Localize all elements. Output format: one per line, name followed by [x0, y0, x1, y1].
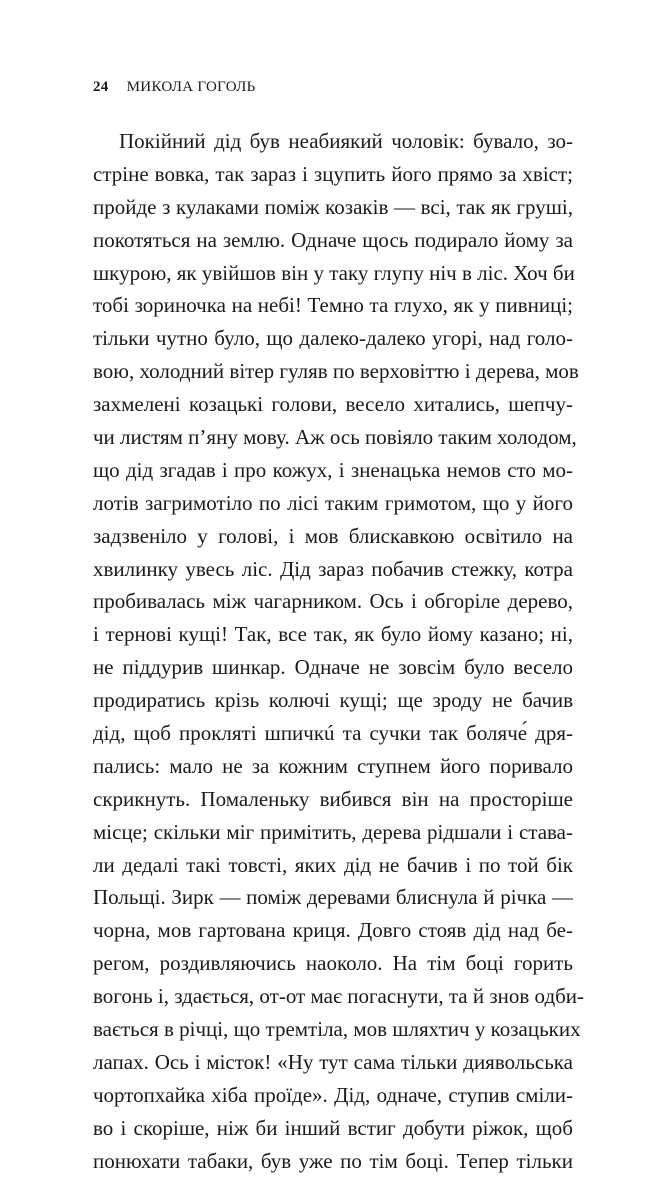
- text-line: лотів загримотіло по лісі таким гримотом, що у його: [93, 490, 573, 515]
- text-line: продиратись крізь колючі кущі; ще зроду не бачив: [93, 688, 573, 713]
- text-line: задзвеніло у голові, і мов блискавкою освітило на: [93, 523, 573, 548]
- text-line: лапах. Ось і місток! «Ну тут сама тільки диявольська: [93, 1049, 573, 1074]
- text-line: Польщі. Зирк — поміж деревами блиснула й річка —: [93, 885, 573, 910]
- text-line: вою, холодний вітер гуляв по верховіттю і дерева, мов: [93, 359, 579, 384]
- text-line: чи листям п’яну мову. Аж ось повіяло таким холодом,: [93, 425, 577, 450]
- running-title-author: МИКОЛА ГОГОЛЬ: [126, 79, 256, 95]
- text-line: і тернові кущі! Так, все так, як було йому казано; ні,: [93, 622, 573, 647]
- text-line: пройде з кулаками поміж козаків — всі, так як груші,: [93, 194, 573, 219]
- text-line: ли дедалі такі товсті, яких дід не бачив і по той бік: [93, 852, 573, 877]
- page-number: 24: [93, 79, 109, 95]
- text-line: чорна, мов гартована криця. Довго стояв дід над бе-: [93, 918, 573, 943]
- text-line: скрикнуть. Помаленьку вибився він на просторіше: [93, 786, 573, 811]
- body-text: [93, 125, 585, 1178]
- text-line: що дід згадав і про кожух, і зненацька немов сто мо-: [93, 457, 573, 482]
- text-line: регом, роздивляючись наоколо. На тім боці горить: [93, 951, 573, 976]
- running-head: [93, 79, 256, 96]
- text-line: тобі зориночка на небі! Темно та глухо, як у пивниці;: [93, 293, 573, 318]
- text-line: не піддурив шинкар. Одначе не зовсім було весело: [93, 655, 573, 680]
- text-line: покотяться на землю. Одначе щось подирало йому за: [93, 227, 573, 252]
- text-line: місце; скільки міг примітить, дерева рідшали і става-: [93, 819, 573, 844]
- text-line: во і скоріше, ніж би інший встиг добути ріжок, щоб: [93, 1115, 573, 1140]
- text-line: захмелені козацькі голови, весело хитались, шепчу-: [93, 392, 573, 417]
- text-line: Покійний дід був неабиякий чоловік: бувало, зо-: [119, 129, 573, 153]
- text-line: хвилинку увесь ліс. Дід зараз побачив стежку, котра: [93, 556, 573, 581]
- text-line: пробивалась між чагарником. Ось і обгоріле дерево,: [93, 589, 573, 614]
- text-line: тільки чутно було, що далеко-далеко угорі, над голо-: [93, 326, 573, 351]
- text-line: понюхати табаки, був уже по тім боці. Тепер тільки: [93, 1148, 573, 1173]
- text-line: шкурою, як увійшов він у таку глупу ніч в ліс. Хоч би: [93, 260, 575, 285]
- text-line: вогонь і, здається, от-от має погаснути, та й знов одби-: [93, 984, 585, 1009]
- text-line: дід, щоб прокляті шпичкú та сучки так боляче́ дря-: [93, 721, 573, 746]
- text-line: чортопхайка хіба проїде». Дід, одначе, ступив сміли-: [93, 1082, 573, 1107]
- text-line: вається в річці, що тремтіла, мов шляхтич у козацьких: [93, 1017, 581, 1042]
- text-line: стріне вовка, так зараз і зцупить його прямо за хвіст;: [93, 161, 573, 186]
- text-line: пались: мало не за кожним ступнем його поривало: [93, 753, 573, 778]
